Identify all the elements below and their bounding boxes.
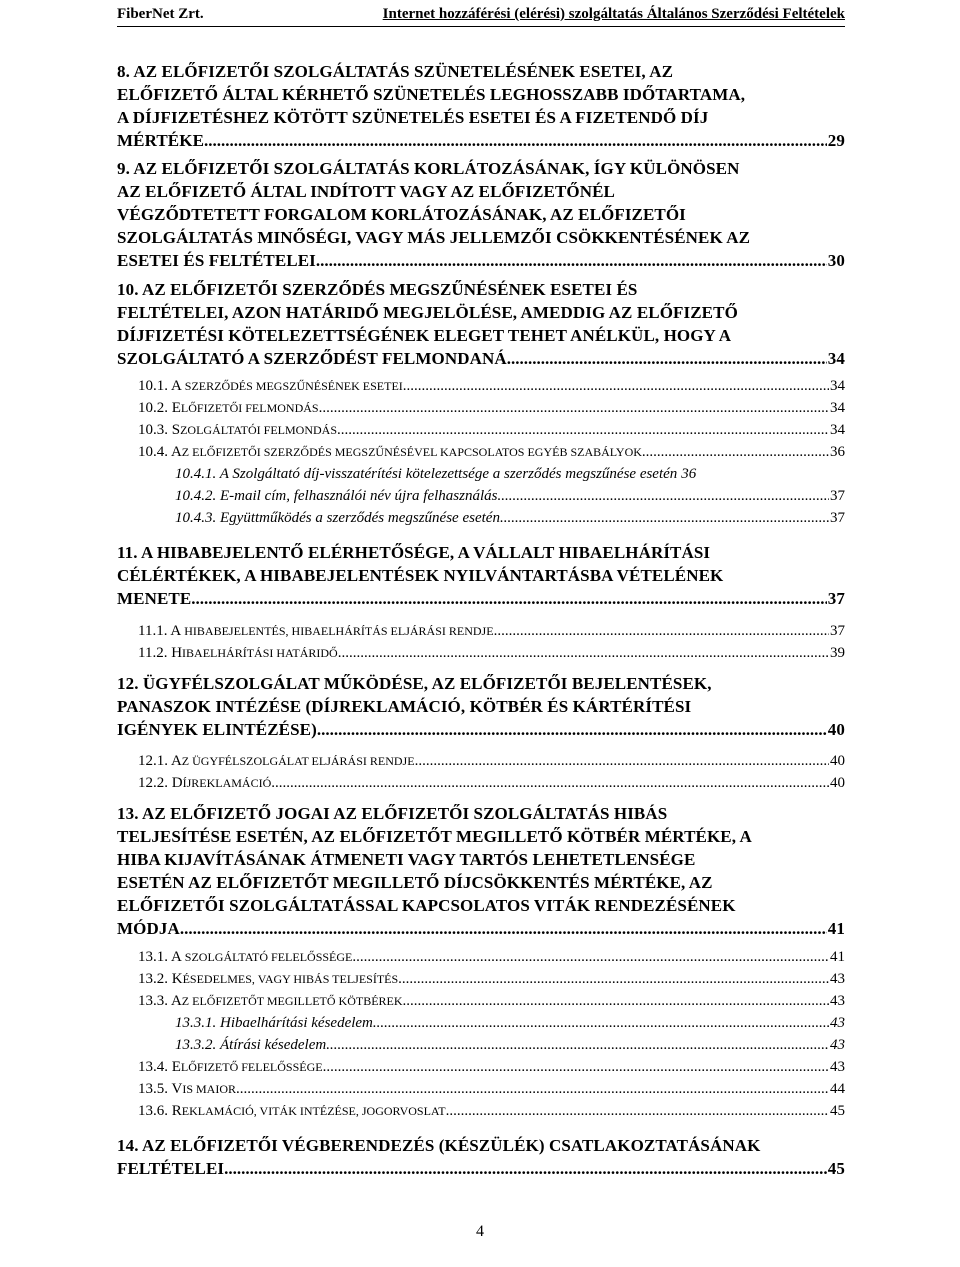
dot-leader <box>191 587 827 610</box>
toc-entry-text: 12.1. AZ ÜGYFÉLSZOLGÁLAT ELJÁRÁSI RENDJE <box>138 753 415 769</box>
toc-entry-13-4[interactable] <box>138 1056 845 1078</box>
dot-leader <box>398 968 829 990</box>
dot-leader <box>403 375 829 397</box>
toc-entry-text: 10.4.3. Együttműködés a szerződés megszűnése esetén <box>175 510 500 526</box>
toc-page-number: 37 <box>827 589 845 608</box>
toc-page-number: 45 <box>827 1159 845 1178</box>
toc-entry-text: SZOLGÁLTATÓ A SZERZŐDÉST FELMONDANÁ <box>117 349 507 368</box>
toc-entry-10-4[interactable] <box>138 441 845 463</box>
dot-leader <box>180 917 827 940</box>
toc-entry-13-6[interactable] <box>138 1100 845 1122</box>
toc-entry-line: PANASZOK INTÉZÉSE (DÍJREKLAMÁCIÓ, KÖTBÉR ÉS KÁRTÉRÍTÉSI <box>117 697 692 716</box>
toc-entry-text: 13.3.1. Hibaelhárítási késedelem <box>175 1015 373 1031</box>
page-number: 4 <box>476 1223 484 1240</box>
dot-leader <box>271 772 829 794</box>
toc-entry-text: ESETEI ÉS FELTÉTELEI <box>117 251 316 270</box>
toc-entry-text: MENETE <box>117 589 192 608</box>
toc-entry-text: 13.4. ELŐFIZETŐ FELELŐSSÉGE <box>138 1059 323 1075</box>
toc-entry-lastline <box>117 587 845 610</box>
toc-entry-text: 10.4.2. E-mail cím, felhasználói név újra felhasználás <box>175 488 498 504</box>
document-title: Internet hozzáférési (elérési) szolgáltatás Általános Szerződési Feltételek <box>382 6 845 22</box>
toc-entry-text: 13.3.2. Átírási késedelem <box>175 1037 327 1053</box>
toc-page-number: 40 <box>830 753 845 769</box>
toc-entry-line: 13. AZ ELŐFIZETŐ JOGAI AZ ELŐFIZETŐI SZOLGÁLTATÁS HIBÁS <box>117 804 668 823</box>
toc-entry-lastline <box>117 347 845 370</box>
dot-leader <box>494 620 829 642</box>
toc-entry-line: 12. ÜGYFÉLSZOLGÁLAT MŰKÖDÉSE, AZ ELŐFIZETŐI BEJELENTÉSEK, <box>117 674 712 693</box>
toc-entry-line: AZ ELŐFIZETŐ ÁLTAL INDÍTOTT VAGY AZ ELŐFIZETŐNÉL <box>117 182 615 201</box>
toc-entry-13-3-2[interactable] <box>175 1034 845 1056</box>
toc-entry-line: HIBA KIJAVÍTÁSÁNAK ÁTMENETI VAGY TARTÓS LEHETETLENSÉGE <box>117 850 696 869</box>
toc-entry-10-3[interactable] <box>138 419 845 441</box>
toc-entry-text: 13.3. AZ ELŐFIZETŐT MEGILLETŐ KÖTBÉREK <box>138 993 403 1009</box>
toc-entry-lastline <box>117 718 845 741</box>
toc-page-number: 30 <box>827 251 845 270</box>
toc-entry-11-1[interactable] <box>138 620 845 642</box>
toc-entry-text: 11.2. HIBAELHÁRÍTÁSI HATÁRIDŐ <box>138 645 338 661</box>
dot-leader <box>337 419 829 441</box>
toc-entry-line: 10. AZ ELŐFIZETŐI SZERZŐDÉS MEGSZŰNÉSÉNEK ESETEI ÉS <box>117 280 638 299</box>
toc-entry-lastline <box>117 917 845 940</box>
toc-entry-8[interactable] <box>117 60 845 152</box>
dot-leader <box>224 1157 827 1180</box>
toc-entry-line: ELŐFIZETŐ ÁLTAL KÉRHETŐ SZÜNETELÉS LEGHOSSZABB IDŐTARTAMA, <box>117 85 746 104</box>
toc-page-number: 43 <box>830 1059 845 1075</box>
toc-page-number: 43 <box>830 1037 845 1053</box>
toc-page-number: 43 <box>830 993 845 1009</box>
toc-entry-text: FELTÉTELEI <box>117 1159 225 1178</box>
toc-page-number: 34 <box>827 349 845 368</box>
toc-entry-10-4-1[interactable] <box>175 463 845 485</box>
toc-entry-line: 14. AZ ELŐFIZETŐI VÉGBERENDEZÉS (KÉSZÜLÉK) CSATLAKOZTATÁSÁNAK <box>117 1136 761 1155</box>
toc-entry-10[interactable] <box>117 278 845 370</box>
toc-entry-13-5[interactable] <box>138 1078 845 1100</box>
toc-entry-13-3-1[interactable] <box>175 1012 845 1034</box>
dot-leader <box>507 347 827 370</box>
toc-entry-line: 8. AZ ELŐFIZETŐI SZOLGÁLTATÁS SZÜNETELÉSÉNEK ESETEI, AZ <box>117 62 674 81</box>
toc-entry-text: 13.6. REKLAMÁCIÓ, VITÁK INTÉZÉSE, JOGORVOSLAT <box>138 1103 446 1119</box>
toc-entry-text: 13.1. A SZOLGÁLTATÓ FELELŐSSÉGE <box>138 949 353 965</box>
toc-entry-line: A DÍJFIZETÉSHEZ KÖTÖTT SZÜNETELÉS ESETEI ÉS A FIZETENDŐ DÍJ <box>117 108 709 127</box>
dot-leader <box>415 750 829 772</box>
toc-entry-line: CÉLÉRTÉKEK, A HIBABEJELENTÉSEK NYILVÁNTARTÁSBA VÉTELÉNEK <box>117 566 724 585</box>
toc-entry-14[interactable] <box>117 1134 845 1180</box>
toc-entry-line: 9. AZ ELŐFIZETŐI SZOLGÁLTATÁS KORLÁTOZÁSÁNAK, ÍGY KÜLÖNÖSEN <box>117 159 740 178</box>
toc-page-number: 40 <box>827 720 845 739</box>
toc-page-number: 40 <box>830 775 845 791</box>
toc-entry-text: IGÉNYEK ELINTÉZÉSE) <box>117 720 317 739</box>
toc-entry-text: MÓDJA <box>117 919 180 938</box>
toc-entry-line: ELŐFIZETŐI SZOLGÁLTATÁSSAL KAPCSOLATOS VITÁK RENDEZÉSÉNEK <box>117 896 736 915</box>
toc-entry-10-4-2[interactable] <box>175 485 845 507</box>
toc-page-number: 43 <box>830 971 845 987</box>
toc-entry-line: VÉGZŐDTETETT FORGALOM KORLÁTOZÁSÁNAK, AZ ELŐFIZETŐI <box>117 205 686 224</box>
toc-entry-9[interactable] <box>117 157 845 272</box>
dot-leader <box>352 946 829 968</box>
toc-entry-line: DÍJFIZETÉSI KÖTELEZETTSÉGÉNEK ELEGET TEHET ANÉLKÜL, HOGY A <box>117 326 732 345</box>
toc-entry-lastline <box>117 1157 845 1180</box>
toc-page-number: 37 <box>830 510 845 526</box>
dot-leader <box>317 718 827 741</box>
toc-entry-text: 13.2. KÉSEDELMES, VAGY HIBÁS TELJESÍTÉS <box>138 971 399 987</box>
toc-entry-lastline <box>117 129 845 152</box>
toc-entry-13-3[interactable] <box>138 990 845 1012</box>
toc-page-number: 43 <box>830 1015 845 1031</box>
toc-page-number: 29 <box>827 131 845 150</box>
toc-entry-line: FELTÉTELEI, AZON HATÁRIDŐ MEGJELÖLÉSE, AMEDDIG AZ ELŐFIZETŐ <box>117 303 738 322</box>
toc-entry-12[interactable] <box>117 672 845 741</box>
toc-page-number: 37 <box>830 623 845 639</box>
dot-leader <box>323 1056 829 1078</box>
dot-leader <box>403 990 829 1012</box>
toc-entry-text: 10.2. ELŐFIZETŐI FELMONDÁS <box>138 400 319 416</box>
dot-leader <box>338 642 829 664</box>
toc-entry-10-1[interactable] <box>138 375 845 397</box>
toc-entry-13-2[interactable] <box>138 968 845 990</box>
toc-entry-line: 11. A HIBABEJELENTŐ ELÉRHETŐSÉGE, A VÁLLALT HIBAELHÁRÍTÁSI <box>117 543 711 562</box>
toc-entry-line: ESETÉN AZ ELŐFIZETŐT MEGILLETŐ DÍJCSÖKKENTÉS MÉRTÉKE, AZ <box>117 873 713 892</box>
toc-page-number: 41 <box>830 949 845 965</box>
dot-leader <box>446 1100 829 1122</box>
toc-entry-text: 12.2. DÍJREKLAMÁCIÓ <box>138 775 272 791</box>
toc-entry-10-2[interactable] <box>138 397 845 419</box>
dot-leader <box>373 1012 829 1034</box>
toc-page-number: 41 <box>827 919 845 938</box>
toc-entry-text: MÉRTÉKE <box>117 131 205 150</box>
toc-entry-line: TELJESÍTÉSE ESETÉN, AZ ELŐFIZETŐT MEGILLETŐ KÖTBÉR MÉRTÉKE, A <box>117 827 752 846</box>
toc-page-number: 34 <box>830 422 845 438</box>
toc-entry-text: 10.3. SZOLGÁLTATÓI FELMONDÁS <box>138 422 338 438</box>
toc-entry-line: SZOLGÁLTATÁS MINŐSÉGI, VAGY MÁS JELLEMZŐI CSÖKKENTÉSÉNEK AZ <box>117 228 751 247</box>
toc-page-number: 37 <box>830 488 845 504</box>
dot-leader <box>500 507 829 529</box>
dot-leader <box>497 485 829 507</box>
toc-page-number: 36 <box>830 444 845 460</box>
toc-page-number: 45 <box>830 1103 845 1119</box>
toc-entry-13[interactable] <box>117 802 845 940</box>
company-name: FiberNet Zrt. <box>117 6 204 22</box>
dot-leader <box>326 1034 829 1056</box>
toc-entry-11[interactable] <box>117 541 845 610</box>
toc-entry-lastline <box>117 249 845 272</box>
dot-leader <box>236 1078 829 1100</box>
toc-entry-text: 13.5. VIS MAIOR <box>138 1081 236 1097</box>
dot-leader <box>204 129 827 152</box>
dot-leader <box>316 249 827 272</box>
toc-entry-text: 11.1. A HIBABEJELENTÉS, HIBAELHÁRÍTÁS ELJÁRÁSI RENDJE <box>138 623 494 639</box>
toc-page-number: 44 <box>830 1081 845 1097</box>
toc-page-number: 39 <box>830 645 845 661</box>
toc-page-number: 36 <box>681 466 697 482</box>
toc-entry-text: 10.4. AZ ELŐFIZETŐI SZERZŐDÉS MEGSZŰNÉSÉVEL KAPCSOLATOS EGYÉB SZABÁLYOK <box>138 444 642 460</box>
toc-entry-13-1[interactable] <box>138 946 845 968</box>
toc-entry-10-4-3[interactable] <box>175 507 845 529</box>
toc-entry-12-1[interactable] <box>138 750 845 772</box>
toc-page-number: 34 <box>830 400 845 416</box>
toc-entry-text: 10.4.1. A Szolgáltató díj-visszatérítési kötelezettsége a szerződés megszűnése esetén <box>175 466 678 482</box>
dot-leader <box>642 441 829 463</box>
toc-entry-12-2[interactable] <box>138 772 845 794</box>
toc-entry-text: 10.1. A SZERZŐDÉS MEGSZŰNÉSÉNEK ESETEI <box>138 378 403 394</box>
toc-page-number: 34 <box>830 378 845 394</box>
toc-entry-11-2[interactable] <box>138 642 845 664</box>
dot-leader <box>319 397 829 419</box>
